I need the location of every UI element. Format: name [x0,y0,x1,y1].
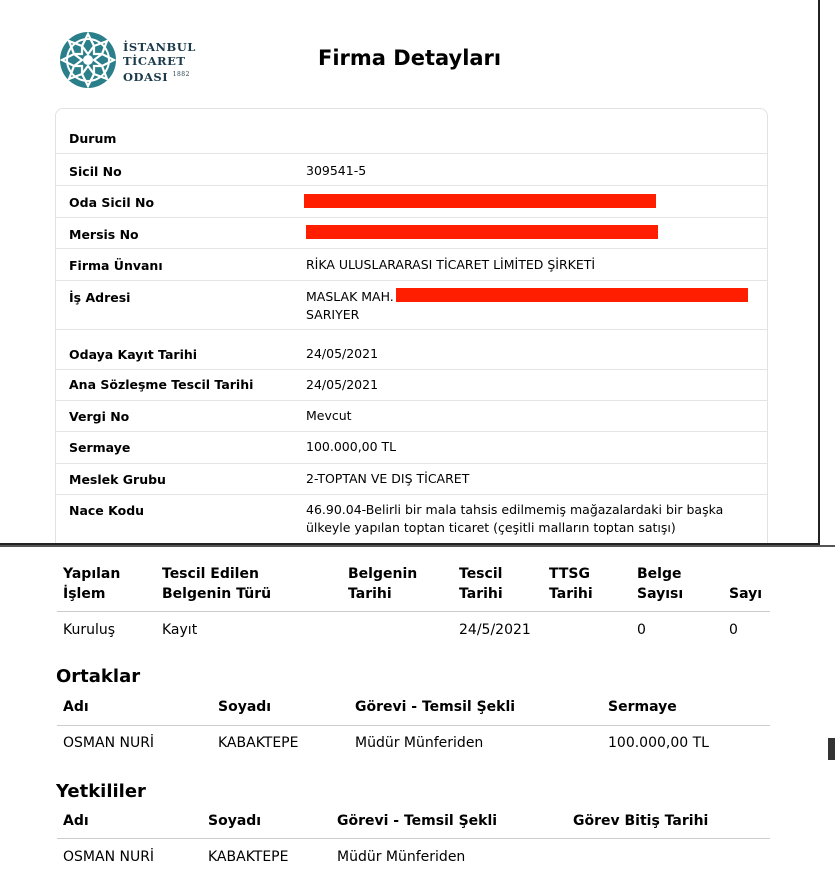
detail-row-meslek-grubu: Meslek Grubu 2-TOPTAN VE DIŞ TİCARET [56,463,767,495]
partners-header-sermaye: Sermaye [608,699,677,715]
table-divider [57,611,770,612]
officer-cell: KABAKTEPE [208,849,289,865]
registry-header-tescil-tarihi: Tescil Tarihi [459,566,503,602]
officers-header-adi: Adı [63,813,89,829]
detail-row-durum: Durum [69,131,117,146]
table-divider [57,725,770,726]
registry-header-belge-sayisi: Belge Sayısı [637,566,684,602]
registry-cell: 0 [637,622,646,638]
partners-header-gorevi: Görevi - Temsil Şekli [355,699,516,715]
redaction-bar [306,225,658,239]
partner-cell: OSMAN NURİ [63,735,155,751]
registry-cell: Kuruluş [63,622,116,638]
ito-logo-icon [58,30,118,94]
officers-header-gorev-bitis: Görev Bitiş Tarihi [573,813,709,829]
table-divider [57,838,770,839]
detail-row-ana-sozlesme-tescil-tarihi: Ana Sözleşme Tescil Tarihi 24/05/2021 [56,369,767,401]
detail-row-mersis-no: Mersis No [56,217,767,249]
registry-cell: 0 [729,622,738,638]
edge-marker [828,738,835,760]
detail-row-sermaye: Sermaye 100.000,00 TL [56,431,767,464]
details-card [55,108,768,545]
registry-header-yapilan-islem: Yapılan İşlem [63,566,121,602]
page-title: Firma Detayları [318,46,502,70]
detail-row-is-adresi: İş Adresi MASLAK MAH. SARIYER [56,280,767,330]
officer-cell: Müdür Münferiden [337,849,466,865]
redaction-bar [304,194,656,208]
redaction-bar [396,288,748,302]
officers-header-gorevi: Görevi - Temsil Şekli [337,813,498,829]
partners-header-adi: Adı [63,699,89,715]
partner-cell: KABAKTEPE [218,735,299,751]
officers-header-soyadi: Soyadı [208,813,262,829]
detail-row-sicil-no: Sicil No 309541-5 [56,153,767,186]
registry-panel [0,547,835,887]
partners-title: Ortaklar [56,666,141,687]
detail-row-vergi-no: Vergi No Mevcut [56,400,767,432]
partners-header-soyadi: Soyadı [218,699,272,715]
registry-header-belge-turu: Tescil Edilen Belgenin Türü [162,566,272,602]
partner-cell: 100.000,00 TL [608,735,709,751]
detail-row-firma-unvani: Firma Ünvanı RİKA ULUSLARARASI TİCARET LİMİTED ŞİRKETİ [56,248,767,281]
partner-cell: Müdür Münferiden [355,735,484,751]
registry-cell: 24/5/2021 [459,622,531,638]
registry-cell: Kayıt [162,622,198,638]
ito-logo-text: İSTANBUL TİCARET ODASI $^{1882}$ [123,40,196,84]
detail-row-oda-sicil-no: Oda Sicil No [56,185,767,218]
registry-header-ttsg-tarihi: TTSG Tarihi [549,566,593,602]
detail-row-nace-kodu: Nace Kodu 46.90.04-Belirli bir mala tahsis edilmemiş mağazalardaki bir başka ülkeyle yapılan toptan ticaret (çeşitli malların toptan satışı) [56,494,767,545]
registry-header-belgenin-tarihi: Belgenin Tarihi [348,566,418,602]
officers-title: Yetkililer [56,781,146,802]
officer-cell: OSMAN NURİ [63,849,155,865]
detail-row-odaya-kayit-tarihi: Odaya Kayıt Tarihi 24/05/2021 [56,329,767,370]
registry-header-sayi: Sayı [729,586,763,602]
